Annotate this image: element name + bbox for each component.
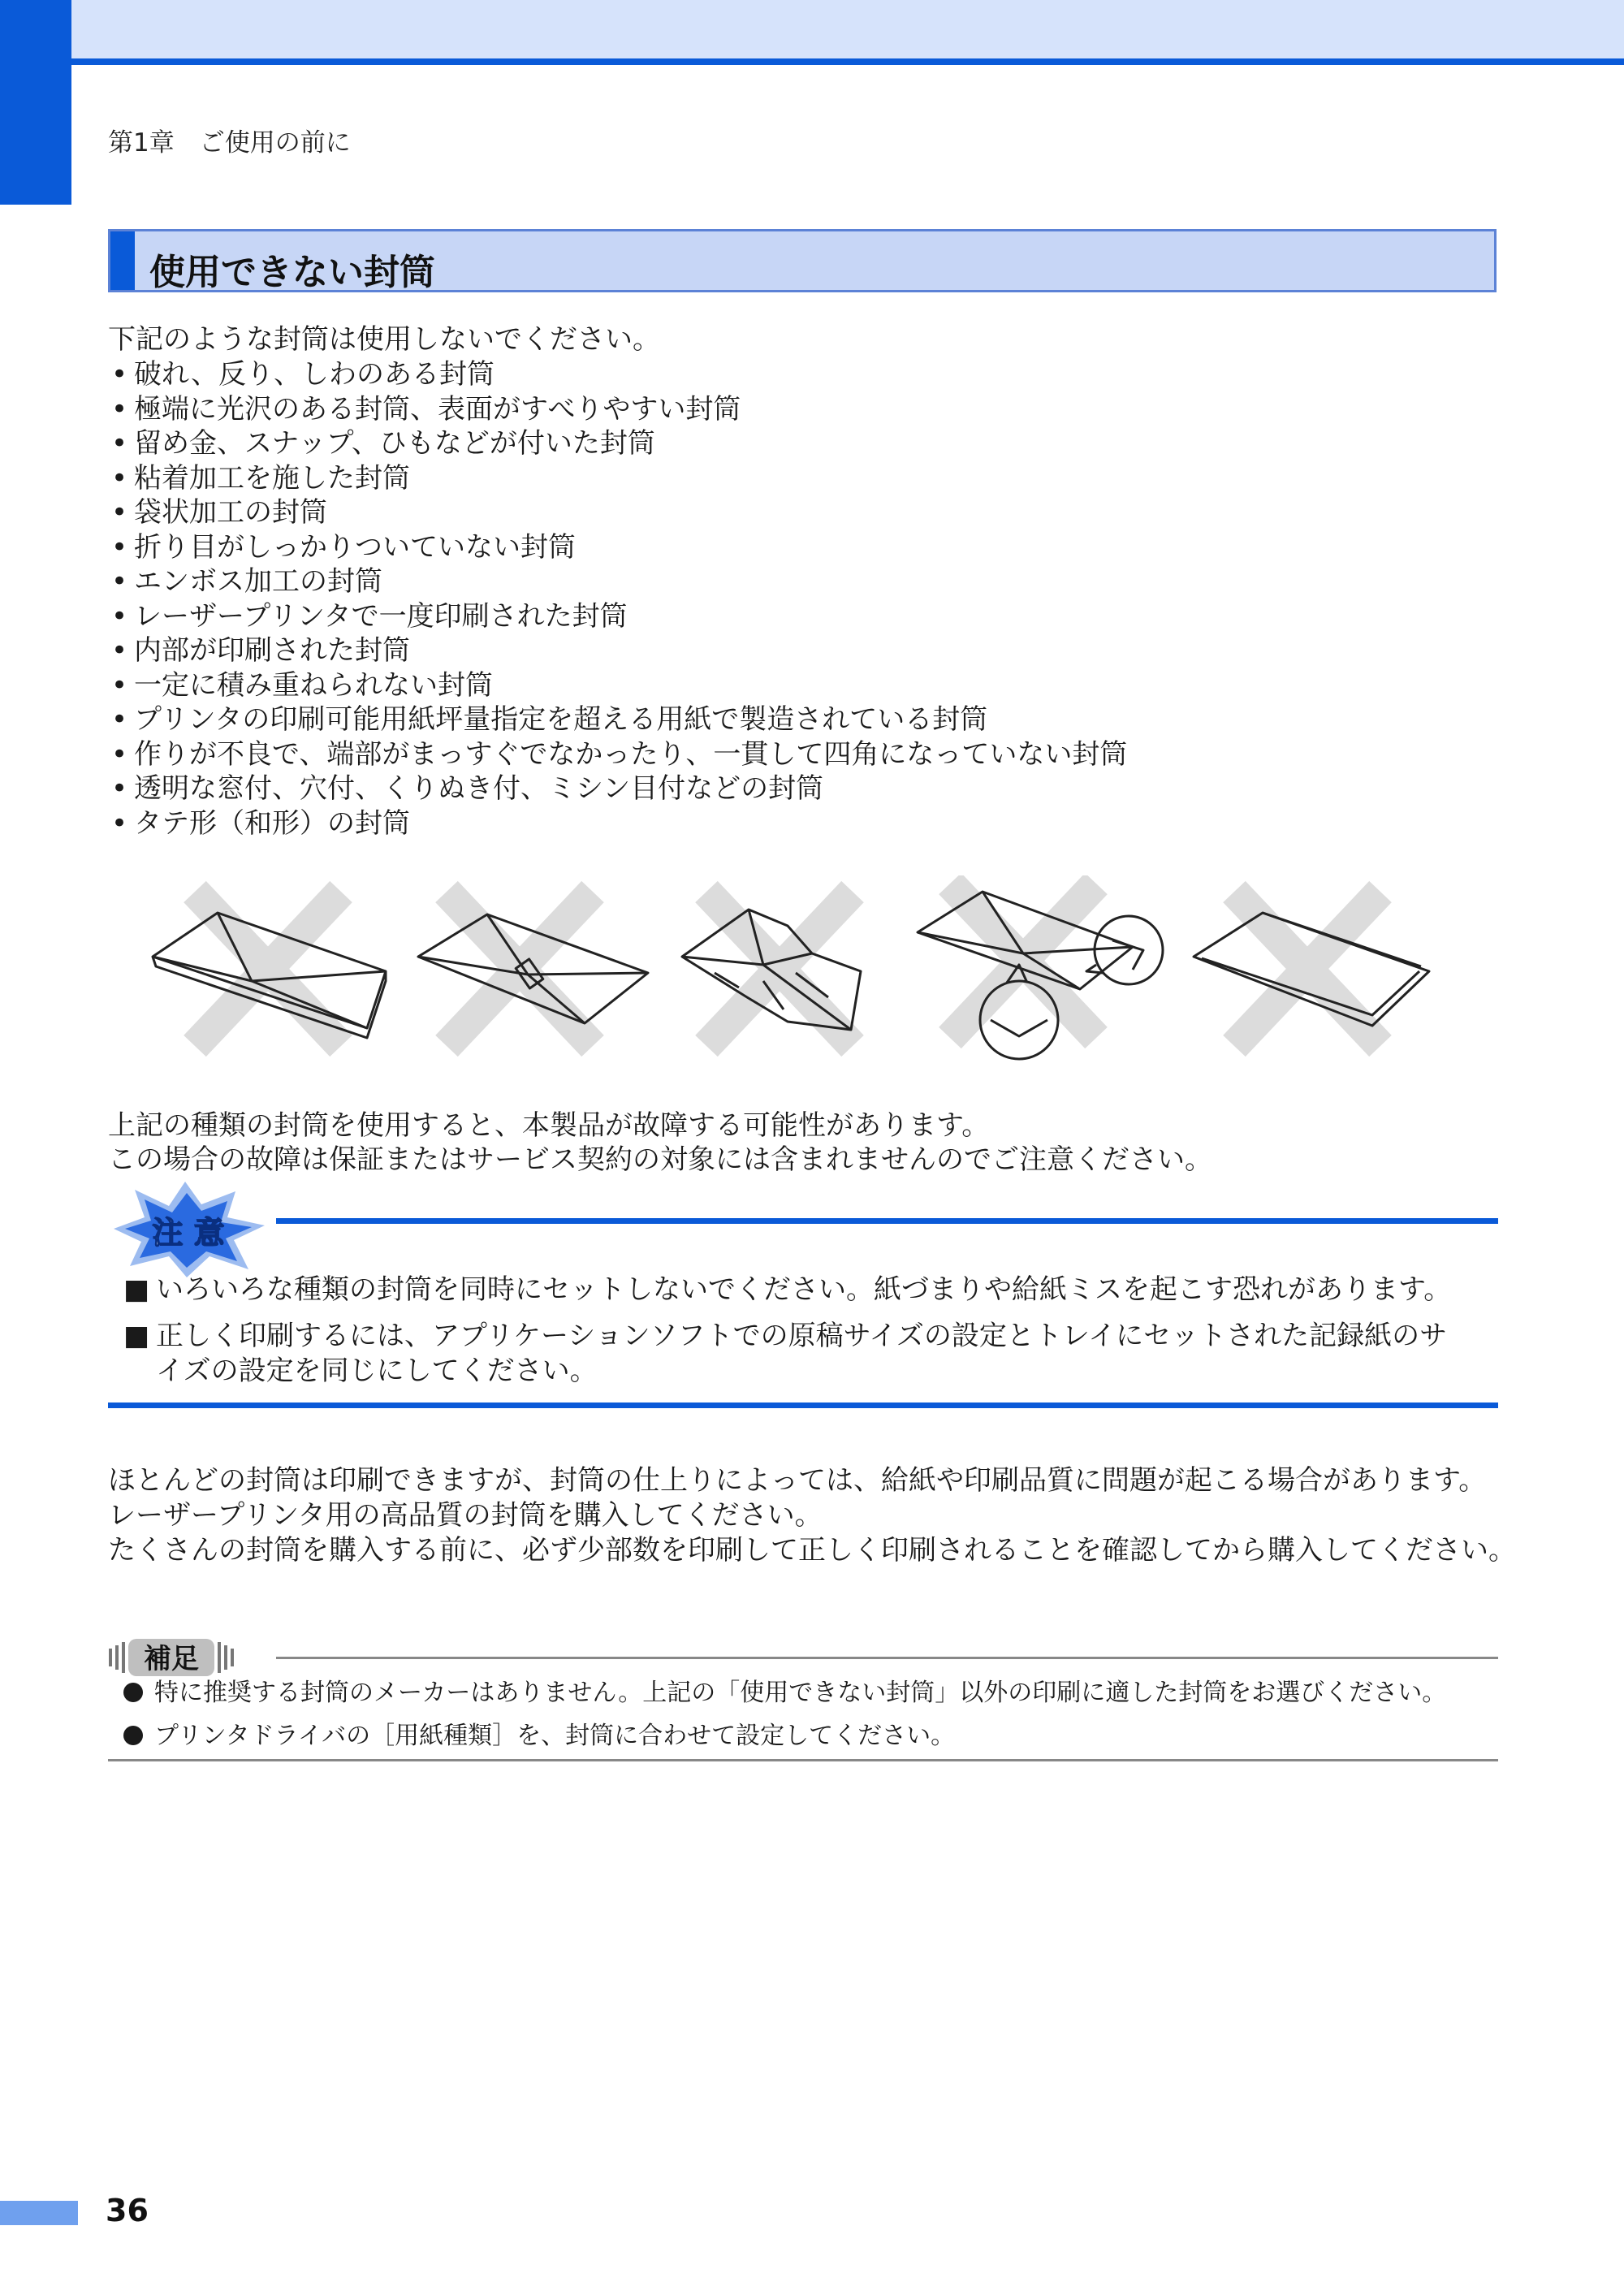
unusable-envelopes-illustration bbox=[146, 875, 1445, 1078]
note-item: プリンタドライバの［用紙種類］を、封筒に合わせて設定してください。 bbox=[123, 1720, 955, 1753]
list-item: • 透明な窓付、穴付、くりぬき付、ミシン目付などの封筒 bbox=[108, 771, 1127, 806]
bullet-dot-icon bbox=[123, 1683, 143, 1702]
square-bullet-icon: ■ bbox=[123, 1320, 150, 1352]
list-item: • 作りが不良で、端部がまっすぐでなかったり、一貫して四角になっていない封筒 bbox=[108, 737, 1127, 772]
list-item: • 一定に積み重ねられない封筒 bbox=[108, 668, 1127, 703]
list-item: • 折り目がしっかりついていない封筒 bbox=[108, 530, 1127, 565]
note-bottom-rule bbox=[108, 1759, 1498, 1761]
chapter-heading: 第1章 ご使用の前に bbox=[108, 128, 351, 158]
caution-header bbox=[106, 1182, 1498, 1279]
section-title: 使用できない封筒 bbox=[149, 252, 435, 293]
caution-label: 注 意 bbox=[152, 1215, 225, 1251]
note-rule bbox=[276, 1657, 1498, 1659]
cross-icon bbox=[1234, 892, 1380, 1046]
page-number-tab bbox=[0, 2201, 78, 2225]
paragraph-line-3: たくさんの封筒を購入する前に、必ず少部数を印刷して正しく印刷されることを確認してから購入してください。 bbox=[108, 1534, 1516, 1567]
paragraph-line-1: ほとんどの封筒は印刷できますが、封筒の仕上りによっては、給紙や印刷品質に問題が起こる場合があります。 bbox=[108, 1464, 1487, 1497]
list-item: • 留め金、スナップ、ひもなどが付いた封筒 bbox=[108, 426, 1127, 461]
list-item: • タテ形（和形）の封筒 bbox=[108, 806, 1127, 841]
caution-item: ■ いろいろな種類の封筒を同時にセットしないでください。紙づまりや給紙ミスを起こす恐れがあります。 bbox=[123, 1273, 1452, 1306]
bullet-dot-icon bbox=[123, 1726, 143, 1745]
list-item: • 袋状加工の封筒 bbox=[108, 495, 1127, 530]
list-item: • 内部が印刷された封筒 bbox=[108, 633, 1127, 668]
warning-text-1: 上記の種類の封筒を使用すると、本製品が故障する可能性があります。 bbox=[108, 1109, 990, 1142]
list-item: • プリンタの印刷可能用紙坪量指定を超える用紙で製造されている封筒 bbox=[108, 702, 1127, 737]
square-bullet-icon: ■ bbox=[123, 1273, 150, 1306]
caution-rule bbox=[276, 1218, 1498, 1224]
caution-item: ■ 正しく印刷するには、アプリケーションソフトでの原稿サイズの設定とトレイにセットされた記録紙のサ イズの設定を同じにしてください。 bbox=[123, 1320, 1448, 1387]
note-label: 補足 bbox=[144, 1643, 199, 1675]
paragraph-line-2: レーザープリンタ用の高品質の封筒を購入してください。 bbox=[108, 1499, 823, 1532]
caution-bottom-rule bbox=[108, 1402, 1498, 1408]
list-item: • 粘着加工を施した封筒 bbox=[108, 461, 1127, 496]
section-title-box bbox=[108, 229, 1497, 292]
list-item: • 破れ、反り、しわのある封筒 bbox=[108, 357, 1127, 392]
page-number: 36 bbox=[106, 2193, 149, 2228]
unusable-envelope-list bbox=[108, 357, 1127, 841]
note-header bbox=[106, 1632, 1498, 1681]
cross-icon bbox=[706, 892, 853, 1046]
section-title-bar bbox=[110, 231, 135, 290]
header-band bbox=[71, 0, 1624, 58]
chapter-tab-marker bbox=[0, 0, 71, 205]
warning-text-2: この場合の故障は保証またはサービス契約の対象には含まれませんのでご注意ください。 bbox=[108, 1143, 1212, 1176]
intro-text: 下記のような封筒は使用しないでください。 bbox=[108, 323, 660, 356]
note-item: 特に推奨する封筒のメーカーはありません。上記の「使用できない封筒」以外の印刷に適した封筒をお選びください。 bbox=[123, 1677, 1446, 1709]
list-item: • レーザープリンタで一度印刷された封筒 bbox=[108, 599, 1127, 634]
list-item: • 極端に光沢のある封筒、表面がすべりやすい封筒 bbox=[108, 392, 1127, 427]
cross-icon bbox=[447, 892, 593, 1046]
list-item: • エンボス加工の封筒 bbox=[108, 564, 1127, 599]
header-rule bbox=[71, 58, 1624, 65]
